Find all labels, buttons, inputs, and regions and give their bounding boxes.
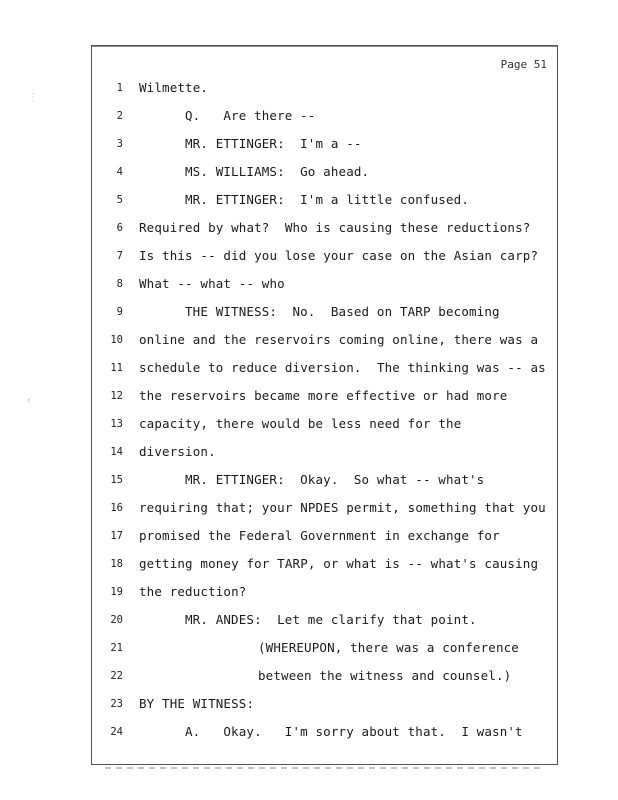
transcript-line [92,415,559,439]
transcript-line [92,667,559,691]
line-text: the reservoirs became more effective or had more [139,388,508,403]
line-number: 22 [110,670,123,682]
line-number: 17 [110,530,123,542]
line-text: between the witness and counsel.) [258,668,512,683]
line-number: 14 [110,446,123,458]
line-number: 10 [110,334,123,346]
line-number: 5 [116,194,123,206]
line-text: A. Okay. I'm sorry about that. I wasn't [185,724,523,739]
line-text: MR. ETTINGER: I'm a little confused. [185,192,469,207]
line-text: (WHEREUPON, there was a conference [258,640,519,655]
line-number: 13 [110,418,123,430]
transcript-line [92,471,559,495]
line-text: online and the reservoirs coming online, there was a [139,332,539,347]
transcript-line [92,163,559,187]
margin-mark: ‹ [26,395,33,406]
transcript-line [92,723,559,747]
line-number: 2 [116,110,123,122]
line-number: 8 [116,278,123,290]
line-text: getting money for TARP, or what is -- what's causing [139,556,539,571]
line-text: MR. ANDES: Let me clarify that point. [185,612,477,627]
transcript-line [92,639,559,663]
line-number: 3 [116,138,123,150]
transcript-line [92,275,559,299]
line-number: 11 [110,362,123,374]
line-text: the reduction? [139,584,247,599]
scan-artifact-line [105,767,545,769]
page-number: Page 51 [500,58,547,71]
top-rule [92,46,557,47]
line-number: 7 [116,250,123,262]
line-text: MR. ETTINGER: I'm a -- [185,136,362,151]
line-number: 9 [116,306,123,318]
line-number: 20 [110,614,123,626]
line-number: 21 [110,642,123,654]
line-number: 4 [116,166,123,178]
transcript-line [92,499,559,523]
transcript-line [92,135,559,159]
line-number: 24 [110,726,123,738]
transcript-page [91,45,558,765]
transcript-line [92,191,559,215]
margin-mark: ⋮ [28,92,38,103]
transcript-line [92,331,559,355]
line-text: promised the Federal Government in exchange for [139,528,500,543]
transcript-line [92,107,559,131]
transcript-line [92,443,559,467]
line-text: MS. WILLIAMS: Go ahead. [185,164,370,179]
line-text: THE WITNESS: No. Based on TARP becoming [185,304,500,319]
line-number: 15 [110,474,123,486]
line-text: Is this -- did you lose your case on the Asian carp? [139,248,539,263]
line-text: Wilmette. [139,80,209,95]
transcript-line [92,583,559,607]
line-text: Required by what? Who is causing these reductions? [139,220,531,235]
transcript-line [92,555,559,579]
line-text: requiring that; your NPDES permit, something that you [139,500,546,515]
line-number: 6 [116,222,123,234]
line-number: 1 [116,82,123,94]
transcript-line [92,219,559,243]
transcript-line [92,79,559,103]
transcript-line [92,387,559,411]
transcript-line [92,611,559,635]
line-number: 19 [110,586,123,598]
line-number: 12 [110,390,123,402]
line-number: 16 [110,502,123,514]
line-text: BY THE WITNESS: [139,696,255,711]
line-number: 18 [110,558,123,570]
line-text: MR. ETTINGER: Okay. So what -- what's [185,472,485,487]
transcript-line [92,303,559,327]
line-text: diversion. [139,444,216,459]
transcript-line [92,527,559,551]
line-number: 23 [110,698,123,710]
line-text: schedule to reduce diversion. The thinking was -- as [139,360,546,375]
transcript-line [92,359,559,383]
transcript-line [92,695,559,719]
transcript-line [92,247,559,271]
line-text: capacity, there would be less need for the [139,416,462,431]
line-text: What -- what -- who [139,276,285,291]
line-text: Q. Are there -- [185,108,316,123]
